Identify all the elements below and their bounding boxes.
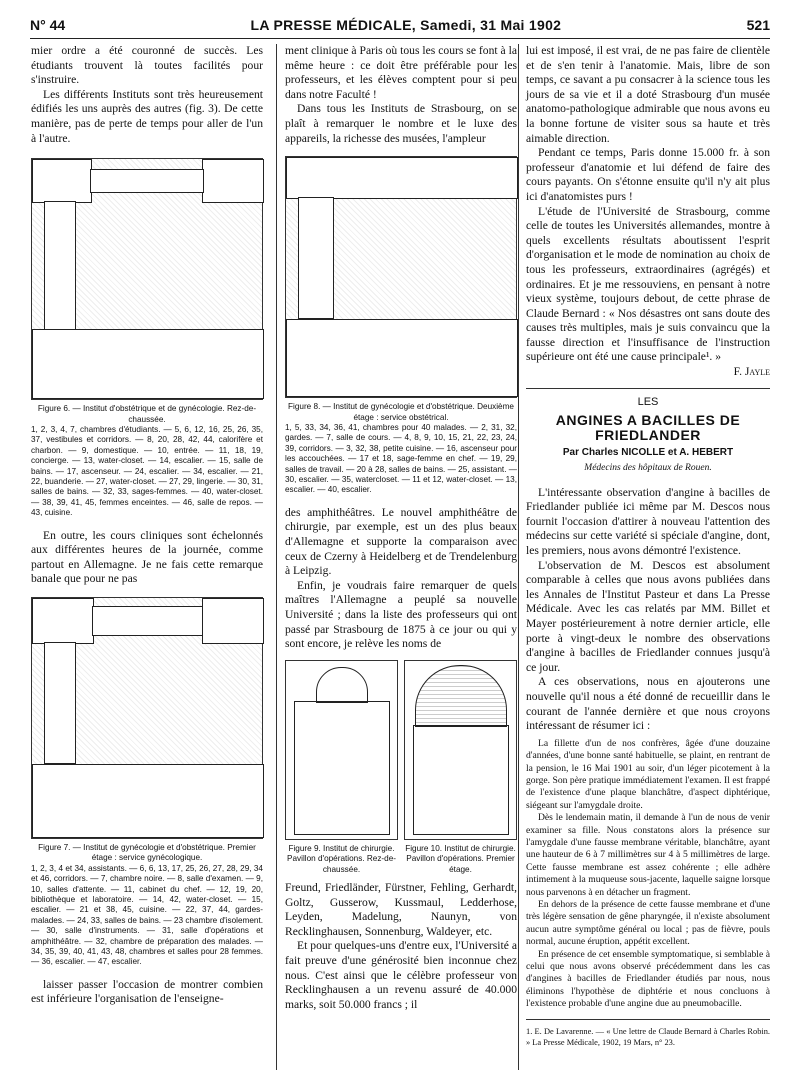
paragraph: mier ordre a été couronné de succès. Les étudiants trouvent là toutes facilités pour s'instruire. xyxy=(31,44,263,87)
paragraph: des amphithéâtres. Le nouvel amphithéâtre de chirurgie, par exemple, est un des plus beaux d'Allemagne et supporte la comparaison avec ceux de Czerny à Heidelberg et de Trendelenburg à Leipzig. xyxy=(285,505,517,578)
floor-plan-figure-6 xyxy=(31,158,263,400)
figure-caption: Figure 8. — Institut de gynécologie et d'obstétrique. Deuxième étage : service obstétrical. xyxy=(288,402,514,422)
column-divider xyxy=(276,44,277,1070)
figure-legend: 1, 2, 3, 4 et 34, assistants. — 6, 6, 13, 17, 25, 26, 27, 28, 29, 34 et 46, corridors. — 7, chambre noire. — 8, salle d'examen. — 9, 10, salles d'attente. — 11, cabinet du chef. — 12, 19, 20, bibliothèque et laboratoire. — 14, 42, water-closet. — 15, escalier. — 21 et 38, 45, cuisine. — 22, 37, 44, gardes-malades. — 24, 33, salles de bains. — 23 chambre d'isolement. — 30, salle d'instruments. — 31, salle d'opérations et amphithéâtre. — 32, chambre de préparation des malades. — 34, 35, 39, 40, 41, 43, 48, chambres et salles pour 28 femmes. — 36, escalier. — 47, escalier. xyxy=(31,863,263,967)
paragraph: L'intéressante observation d'angine à bacilles de Friedlander publiée ici même par M. Descos nous fournit l'occasion d'attirer à nouveau l'attention des médecins sur cette variété si spéciale d'angine, dont, les premiers, nous avons démontré l'existence. xyxy=(526,485,770,557)
column-1 xyxy=(31,44,263,1007)
figure-8-caption xyxy=(285,402,517,496)
header-rule xyxy=(30,38,770,39)
paragraph: Enfin, je voudrais faire remarquer de quels maîtres l'Allemagne a peuplé sa nouvelle Université ; dans la liste des professeurs qui ont passé par Strasbourg de 1875 à ce jour ou qui y sont encore, je relève les noms de xyxy=(285,578,517,651)
paragraph: L'observation de M. Descos est absolument comparable à celles que nous avons publiées dans les Annales de l'Institut Pasteur et dans La Presse Médicale. Avec les cas relatés par MM. Billet et Mayer postérieurement à notre dernier article, elle porte à vingt-deux le nombre des observations d'angine à bacilles de Friedlander connues jusqu'à ce jour. xyxy=(526,558,770,674)
figure-legend: 1, 5, 33, 34, 36, 41, chambres pour 40 malades. — 2, 31, 32, gardes. — 7, salle de cours. — 4, 8, 9, 10, 15, 21, 22, 23, 24, 39, corridors. — 3, 32, 38, petite cuisine. — 16, ascenseur pour les accouchées. — 17 et 18, sage-femme en chef. — 19, 29, salles de travail. — 20 à 28, salles de bains. — 25, assistant. — 30, escalier. — 35, watercloset. — 11 et 12, water-closet. — 13, escalier. — 40, escalier. xyxy=(285,422,517,495)
floor-plan-figure-7 xyxy=(31,597,263,839)
paragraph: Freund, Friedländer, Fürstner, Fehling, Gerhardt, Goltz, Gusserow, Kussmaul, Ledderhose, Leyden, Madelung, Naunyn, von Recklinghausen, Sonnenburg, Waldeyer, etc. xyxy=(285,880,517,938)
article-authors: Par Charles NICOLLE et A. HEBERT xyxy=(562,447,734,459)
figure-9 xyxy=(285,660,398,875)
journal-title: LA PRESSE MÉDICALE, Samedi, 31 Mai 1902 xyxy=(250,17,562,33)
column-3 xyxy=(526,44,770,1048)
floor-plan-figure-10 xyxy=(404,660,517,840)
article-divider xyxy=(526,388,770,389)
figure-caption: Figure 10. Institut de chirurgie. Pavillon d'opérations. Premier étage. xyxy=(405,843,516,874)
figures-9-10 xyxy=(285,660,517,875)
paragraph: Pendant ce temps, Paris donne 15.000 fr. à son professeur d'anatomie et lui défend de faire des cours payants. On s'étonne ensuite qu'il n'y ait plus ici d'anatomistes purs ! xyxy=(526,146,770,203)
figure-6-caption xyxy=(31,404,263,518)
signature: F. Jayle xyxy=(733,365,770,379)
article-kicker: LES xyxy=(637,395,659,408)
figure-caption: Figure 6. — Institut d'obstétrique et de gynécologie. Rez-de-chaussée. xyxy=(37,404,257,424)
page-header xyxy=(30,14,770,36)
article-title: ANGINES A BACILLES DE FRIEDLANDER xyxy=(555,412,741,443)
floor-plan-figure-8 xyxy=(285,156,517,398)
paragraph: laisser passer l'occasion de montrer combien est inférieure l'organisation de l'enseigne- xyxy=(31,977,263,1006)
paragraph: Les différents Instituts sont très heureusement édifiés les uns auprès des autres (fig. 3). De cette manière, pas de perte de temps pour aller de l'un à l'autre. xyxy=(31,87,263,145)
paragraph: En présence de cet ensemble symptomatique, si semblable à celui que nous avons observé précédemment dans les cas d'angines à bacilles de Friedlander étudiés par nous, nous éliminons l'hypothèse de diphtérie et nous concluons à l'existence probable d'une angine due au pneumobacille. xyxy=(526,948,770,1010)
column-divider xyxy=(518,44,519,1070)
paragraph: La fillette d'un de nos confrères, âgée d'une douzaine d'années, d'une bonne santé habituelle, se plaint, en rentrant de la pension, le 16 Mai 1901 au soir, d'un léger picotement à la gorge. Son père pratique immédiatement l'examen. Il est frappé de l'existence d'une plaque blanchâtre, d'aspect diphtérique, siégeant sur l'amygdale droite. xyxy=(526,737,770,811)
paragraph: En dehors de la présence de cette fausse membrane et d'une très légère sensation de gêne pharyngée, il n'existe absolument aucun autre symptôme général ou local ; pas de fièvre, pouls normal, aucune éruption, appétit excellent. xyxy=(526,899,770,948)
paragraph: A ces observations, nous en ajouterons une nouvelle qu'il nous a été donné de recueillir dans le courant de l'année dernière et que nous croyons intéressant de résumer ici : xyxy=(526,675,770,733)
figure-10 xyxy=(404,660,517,875)
figure-legend: 1, 2, 3, 4, 7, chambres d'étudiants. — 5, 6, 12, 16, 25, 26, 35, 37, vestibules et corridors. — 8, 20, 28, 42, 44, calorifère et charbon. — 9, domestique. — 10, entrée. — 11, 18, 19, concierge. — 13, water-closet. — 14, escalier. — 15, salle de bains. — 17, ascenseur. — 24, escalier. — 34, escalier. — 21, 22, buanderie. — 27, water-closet. — 27, 29, lingerie. — 30, 31, salles de bains. — 32, 33, sages-femmes. — 40, water-closet. — 38, 39, 41, 45, femmes enceintes. — 46, salle de repos. — 43, cuisine. xyxy=(31,424,263,518)
figure-caption: Figure 9. Institut de chirurgie. Pavillon d'opérations. Rez-de-chaussée. xyxy=(287,843,396,874)
paragraph: En outre, les cours cliniques sont échelonnés aux différentes heures de la journée, comme partout en Allemagne. Je ne fais cette remarque banale que pour ne pas xyxy=(31,528,263,586)
footnote: 1. E. De Lavarenne. — « Une lettre de Claude Bernard à Charles Robin. » La Presse Médicale, 1902, 19 Mars, n° 23. xyxy=(526,1019,770,1048)
article-affiliation: Médecins des hôpitaux de Rouen. xyxy=(584,463,712,474)
paragraph: Dans tous les Instituts de Strasbourg, on se plaît à remarquer le nombre et le luxe des appareils, la richesse des musées, l'ampleur xyxy=(285,102,517,145)
column-2 xyxy=(285,44,517,1012)
paragraph: lui est imposé, il est vrai, de ne pas faire de clientèle et de s'en tenir à l'anatomie. Mais, libre de son temps, ce savant a pu consacrer à la science tous les jours de sa vie et il a doté Strasbourg d'un musée anatomo-pathologique admirable que nous avons eu la bonne fortune de visiter sous sa haute et très aimable direction. xyxy=(526,44,770,145)
figure-7-caption xyxy=(31,843,263,968)
paragraph: Dès le lendemain matin, il demande à l'un de nous de venir examiner sa fille. Nous constatons alors la présence sur l'amygdale d'une fausse membrane véritable, blanchâtre, ayant une hauteur de 6 à 7 millimètres sur 4 à 5 millimètres de large. Cette fausse membrane est assez cohérente ; elle adhère intimement à la muqueuse sous-jacente, laquelle saigne lorsque nous parvenons à en détacher un fragment. xyxy=(526,812,770,898)
paragraph: ment clinique à Paris où tous les cours se font à la même heure : ce doit être préférable pour les professeurs, et les élèves comptent pour si peu dans notre Faculté ! xyxy=(285,44,517,101)
floor-plan-figure-9 xyxy=(285,660,398,840)
page-number: 521 xyxy=(746,17,770,33)
figure-caption: Figure 7. — Institut de gynécologie et d'obstétrique. Premier étage : service gynécologique. xyxy=(38,843,256,863)
paragraph: Et pour quelques-uns d'entre eux, l'Université a fait preuve d'une générosité bien inconnue chez nous. C'est ainsi que le célèbre professeur von Recklinghausen a un revenu assuré de 40.000 marks, soit 50.000 francs ; il xyxy=(285,939,517,1011)
case-report xyxy=(526,738,770,1011)
paragraph: L'étude de l'Université de Strasbourg, comme celle de toutes les Universités allemandes, montre à quels excellents résultats aboutissent l'esprit d'organisation et le mode de nomination au choix de tous les professeurs, extraordinaires (agrégés) et ordinaires. Et je me ressouviens, en pensant à notre vieux système, toujours debout, de cette phrase de Claude Bernard : « Nos désastres ont sans doute des causes très multiples, mais je suis convaincu que la fausse direction et l'insuffisance de l'instruction supérieure ont été une cause principale¹. » xyxy=(526,204,770,364)
issue-number: N° 44 xyxy=(30,17,66,33)
